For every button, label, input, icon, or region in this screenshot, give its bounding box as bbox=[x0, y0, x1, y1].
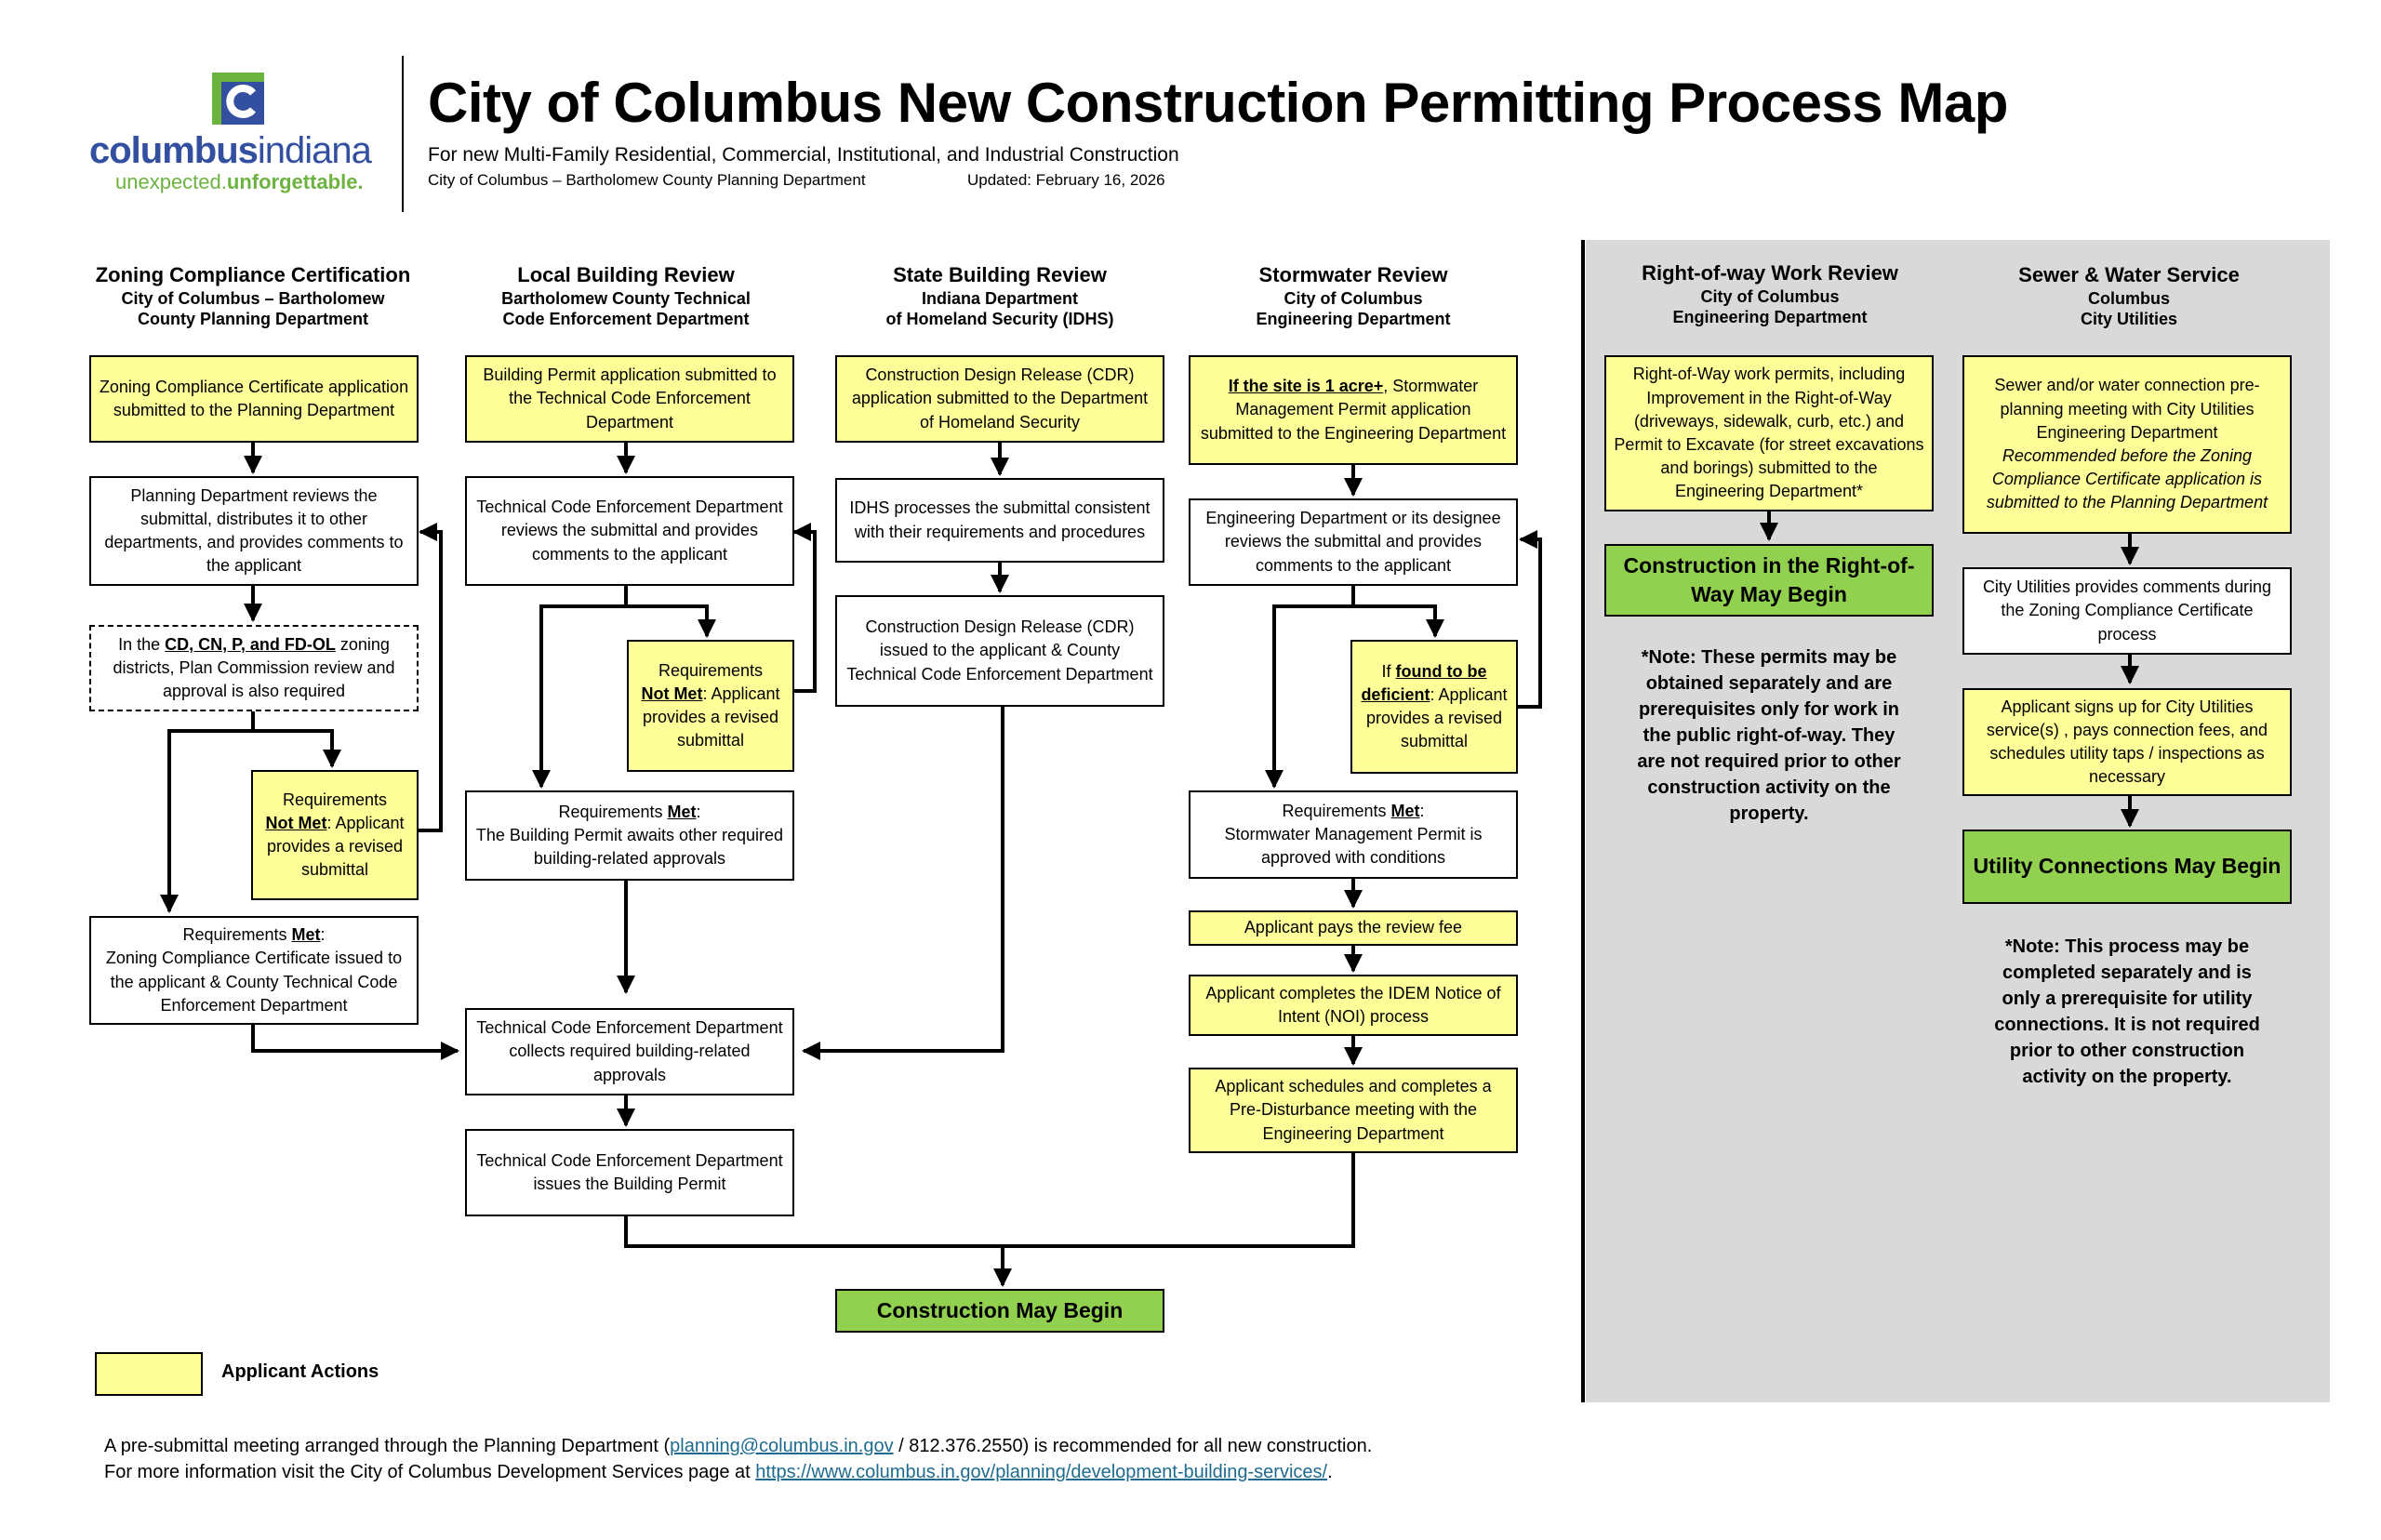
state-release-text: Construction Design Release (CDR) issued to the applicant & County Technical Code Enforcement Department bbox=[846, 617, 1153, 684]
heading-state-title: State Building Review bbox=[893, 263, 1107, 286]
state-application-text: Construction Design Release (CDR) application submitted to the Department of Homeland Security bbox=[851, 365, 1149, 431]
zoning-notmet-text bbox=[260, 789, 409, 883]
zoning-districts-box bbox=[89, 625, 419, 711]
storm-deficient-c: : bbox=[1430, 684, 1435, 704]
legend-label: Applicant Actions bbox=[221, 1361, 379, 1382]
heading-sewer-title: Sewer & Water Service bbox=[2018, 263, 2240, 286]
heading-zoning-sub2: County Planning Department bbox=[137, 310, 368, 328]
row-may-begin-text: Construction in the Right-of-Way May Begin bbox=[1623, 552, 1915, 606]
heading-row bbox=[1605, 260, 1935, 328]
local-notmet-text bbox=[636, 659, 785, 753]
heading-state-sub1: Indiana Department bbox=[921, 288, 1079, 308]
logo-word-columbus: columbus bbox=[89, 130, 258, 171]
local-application-box bbox=[465, 355, 794, 443]
heading-storm-sub2: Engineering Department bbox=[1256, 310, 1451, 328]
heading-storm bbox=[1189, 262, 1518, 330]
zoning-districts-text bbox=[99, 633, 409, 704]
footer-line-1 bbox=[104, 1436, 1372, 1457]
page-title: City of Columbus New Construction Permitting Process Map bbox=[428, 72, 2008, 134]
storm-met-box bbox=[1189, 790, 1518, 879]
planning-email-link[interactable]: planning@columbus.in.gov bbox=[670, 1436, 894, 1456]
local-notmet-box bbox=[627, 640, 794, 772]
zoning-districts-post: zoning districts, Plan Commission review and approval is also required bbox=[113, 634, 395, 701]
storm-predisturbance-text: Applicant schedules and completes a Pre-Disturbance meeting with the Engineering Department bbox=[1215, 1077, 1492, 1143]
local-met-b: Met bbox=[667, 802, 697, 821]
zoning-notmet-a: Requirements bbox=[282, 790, 388, 809]
zoning-met-text bbox=[99, 923, 409, 1017]
zoning-notmet-c: : bbox=[326, 813, 332, 832]
arrow-zoning-branch-notmet bbox=[253, 711, 332, 766]
department-line: City of Columbus – Bartholomew County Planning Department bbox=[428, 171, 866, 189]
storm-application-box bbox=[1189, 355, 1518, 465]
arrow-storm-2 bbox=[1353, 586, 1435, 636]
zoning-application-text: Zoning Compliance Certificate application submitted to the Planning Department bbox=[99, 377, 409, 419]
footer-line-2-a: For more information visit the City of Columbus Development Services page at bbox=[104, 1462, 756, 1482]
state-process-box bbox=[835, 478, 1164, 563]
construction-may-begin bbox=[835, 1289, 1164, 1333]
arrow-local-2 bbox=[626, 586, 707, 636]
local-review-text: Technical Code Enforcement Department reviews the submittal and provides comments to the applicant bbox=[476, 498, 783, 564]
local-review-box bbox=[465, 476, 794, 586]
storm-fee-box bbox=[1189, 910, 1518, 946]
page-subtitle: For new Multi-Family Residential, Commercial, Institutional, and Industrial Construction bbox=[428, 144, 1179, 166]
logo-word-indiana: indiana bbox=[257, 130, 371, 171]
state-process-text: IDHS processes the submittal consistent with their requirements and procedures bbox=[849, 498, 1151, 541]
zoning-districts-codes: CD, CN, P, and FD-OL bbox=[165, 634, 336, 654]
storm-predisturbance-box bbox=[1189, 1068, 1518, 1153]
storm-met-a: Requirements bbox=[1282, 801, 1391, 820]
arrow-local-branch-met bbox=[541, 606, 626, 787]
storm-deficient-box bbox=[1350, 640, 1518, 774]
heading-storm-title: Stormwater Review bbox=[1258, 263, 1448, 286]
sewer-comments-box bbox=[1962, 567, 2292, 655]
local-met-box bbox=[465, 790, 794, 881]
heading-zoning bbox=[89, 262, 417, 330]
construction-may-begin-text: Construction May Begin bbox=[876, 1297, 1124, 1322]
footer-line-1-a: A pre-submittal meeting arranged through the Planning Department ( bbox=[104, 1436, 671, 1456]
heading-local-sub2: Code Enforcement Department bbox=[502, 310, 750, 328]
heading-state-sub2: of Homeland Security (IDHS) bbox=[885, 310, 1114, 328]
zoning-notmet-d: Applicant provides a revised submittal bbox=[266, 813, 405, 880]
zoning-met-c: : bbox=[320, 925, 326, 945]
storm-deficient-b: found to be deficient bbox=[1361, 661, 1487, 704]
footer-line-1-b: / 812.376.2550) is recommended for all new construction. bbox=[893, 1436, 1373, 1456]
heading-row-title: Right-of-way Work Review bbox=[1642, 261, 1898, 285]
logo-tag-a: unexpected. bbox=[115, 170, 227, 193]
heading-row-sub1: City of Columbus bbox=[1700, 286, 1840, 306]
storm-idem-text: Applicant completes the IDEM Notice of Intent (NOI) process bbox=[1205, 983, 1501, 1026]
local-notmet-b: Not Met bbox=[641, 684, 703, 703]
local-met-d: The Building Permit awaits other required building-related approvals bbox=[475, 825, 784, 869]
sewer-preplanning-box bbox=[1962, 355, 2292, 534]
legend-swatch bbox=[95, 1352, 203, 1396]
zoning-notmet-b: Not Met bbox=[265, 813, 327, 832]
local-notmet-a: Requirements bbox=[658, 660, 764, 680]
development-services-link[interactable]: https://www.columbus.in.gov/planning/development-building-services/ bbox=[755, 1462, 1328, 1482]
footer-line-2-b: . bbox=[1327, 1462, 1333, 1482]
local-met-text bbox=[474, 801, 785, 871]
arrow-local-loop bbox=[791, 532, 815, 691]
local-collect-text: Technical Code Enforcement Department collects required building-related approvals bbox=[476, 1018, 783, 1084]
arrow-storm-branch-met bbox=[1274, 606, 1353, 787]
local-met-a: Requirements bbox=[558, 802, 668, 821]
storm-review-box bbox=[1189, 498, 1518, 586]
local-issue-text: Technical Code Enforcement Department issues the Building Permit bbox=[476, 1150, 783, 1193]
arrow-state-to-collect bbox=[804, 707, 1003, 1051]
heading-storm-sub1: City of Columbus bbox=[1284, 288, 1423, 308]
heading-row-sub2: Engineering Department bbox=[1672, 308, 1868, 326]
sewer-preplanning-a: Sewer and/or water connection pre-planning meeting with City Utilities Engineering Department bbox=[1994, 376, 2260, 442]
storm-met-c: : bbox=[1419, 801, 1425, 820]
footer-line-2 bbox=[104, 1462, 1333, 1483]
storm-application-text bbox=[1198, 375, 1509, 445]
state-release-box bbox=[835, 595, 1164, 707]
zoning-met-b: Met bbox=[291, 925, 321, 945]
sewer-signup-box bbox=[1962, 688, 2292, 796]
zoning-met-d: Zoning Compliance Certificate issued to the applicant & County Technical Code Enforcement Department bbox=[105, 949, 403, 1015]
row-may-begin-box bbox=[1604, 544, 1934, 617]
sewer-signup-text: Applicant signs up for City Utilities service(s) , pays connection fees, and schedules utility taps / inspections as necessary bbox=[1986, 697, 2268, 787]
arrow-storm-loop bbox=[1516, 539, 1540, 707]
storm-application-rest: , Stormwater Management Permit application submitted to the Engineering Department bbox=[1200, 377, 1507, 443]
storm-application-condition: If the site is 1 acre+ bbox=[1228, 377, 1384, 396]
zoning-notmet-box bbox=[251, 770, 419, 900]
heading-sewer-sub2: City Utilities bbox=[2080, 310, 2178, 328]
utility-connections-text: Utility Connections May Begin bbox=[1973, 854, 2281, 879]
local-application-text: Building Permit application submitted to the Technical Code Enforcement Department bbox=[483, 365, 777, 431]
zoning-met-box bbox=[89, 916, 419, 1025]
sewer-preplanning-italic: Recommended before the Zoning Compliance Certificate application is submitted to the Planning Department bbox=[1986, 446, 2268, 512]
zoning-review-text: Planning Department reviews the submittal, distributes it to other departments, and provides comments to the applicant bbox=[104, 485, 404, 576]
row-note: *Note: These permits may be obtained separately and are prerequisites only for work in the public right-of-way. They are not required prior to other construction activity on the property. bbox=[1637, 647, 1901, 824]
storm-deficient-d: Applicant provides a revised submittal bbox=[1365, 684, 1508, 751]
zoning-review-box bbox=[89, 476, 419, 586]
arrow-zoning-to-collect bbox=[253, 1025, 458, 1051]
heading-zoning-sub1: City of Columbus – Bartholomew bbox=[121, 288, 385, 308]
state-application-box bbox=[835, 355, 1164, 443]
heading-sewer-sub1: Columbus bbox=[2088, 288, 2170, 308]
heading-local-title: Local Building Review bbox=[517, 263, 735, 286]
storm-deficient-a: If bbox=[1381, 661, 1396, 681]
arrow-zoning-loop bbox=[419, 532, 441, 830]
storm-met-text bbox=[1198, 800, 1509, 870]
updated-date: Updated: February 16, 2026 bbox=[967, 171, 1165, 189]
sewer-preplanning-text bbox=[1972, 374, 2282, 514]
heading-state bbox=[835, 262, 1164, 330]
zoning-districts-pre: In the bbox=[118, 634, 166, 654]
zoning-application-box bbox=[89, 355, 419, 443]
storm-met-d: Stormwater Management Permit is approved with conditions bbox=[1224, 824, 1483, 868]
utility-connections-box bbox=[1962, 830, 2292, 904]
storm-review-text: Engineering Department or its designee reviews the submittal and provides comments to the applicant bbox=[1205, 509, 1501, 575]
row-application-box bbox=[1604, 355, 1934, 511]
local-issue-box bbox=[465, 1129, 794, 1216]
local-collect-box bbox=[465, 1008, 794, 1095]
heading-local bbox=[461, 262, 791, 330]
storm-deficient-text bbox=[1360, 660, 1509, 754]
sewer-note: *Note: This process may be completed separately and is only a prerequisite for utility connections. It is not required prior to other construction activity on the property. bbox=[1994, 936, 2260, 1087]
storm-met-b: Met bbox=[1390, 801, 1420, 820]
arrow-zoning-branch-met bbox=[169, 731, 253, 911]
storm-idem-box bbox=[1189, 975, 1518, 1036]
local-notmet-d: Applicant provides a revised submittal bbox=[642, 684, 780, 750]
row-application-text: Right-of-Way work permits, including Improvement in the Right-of-Way (driveways, sidewalk, curb, etc.) and Permit to Excavate (for street excavations and borings) submitted to the Engineering Department* bbox=[1614, 365, 1924, 501]
sewer-comments-text: City Utilities provides comments during the Zoning Compliance Certificate process bbox=[1982, 578, 2272, 644]
heading-sewer bbox=[1964, 262, 2294, 330]
heading-local-sub1: Bartholomew County Technical bbox=[501, 288, 751, 308]
local-met-c: : bbox=[696, 802, 701, 821]
logo-tag-b: unforgettable. bbox=[226, 170, 364, 193]
zoning-met-a: Requirements bbox=[182, 925, 292, 945]
heading-zoning-title: Zoning Compliance Certification bbox=[95, 263, 411, 286]
storm-fee-text: Applicant pays the review fee bbox=[1244, 918, 1463, 937]
local-notmet-c: : bbox=[702, 684, 708, 703]
